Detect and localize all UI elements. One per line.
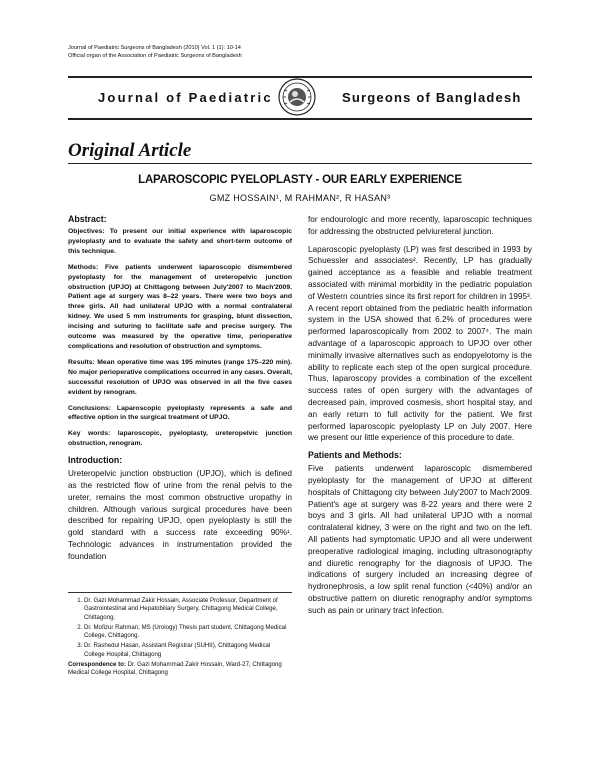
patients-methods-heading: Patients and Methods:	[308, 450, 402, 461]
introduction-heading: Introduction:	[68, 455, 123, 466]
introduction-para-2: Laparoscopic pyeloplasty (LP) was first described in 1993 by Schuessler and associates². Recently, LP has gradually gained acceptance as a feasible and reliable treatment associated with minimal morbidity in the pediatric population of Western countries since its first report for children in 1995³. A recent report obtained from the pediatric health information system in the USA showed that 6.2% of procedures were performed laparoscopically from 2002 to 2007⁴. The main advantage of a laparoscopic approach to UPJO over other minimally invasive alternatives such as endopyelotomy is the ability to replicate each step of the open surgical procedure. Thus, laparoscopy provides a combination of the excellent success rates of open surgery with the advantages of decreased pain, improved cosmesis, short hospital stay, and an early return to full activity for the patient. We first performed laparoscopic pyeloplasty LP on July 2007. Here we present our little experience of this procedure to date.	[308, 244, 532, 443]
introduction-body	[68, 468, 292, 562]
citation-line-1: Journal of Paediatric Surgeons of Bangladesh (2010) Vol. 1 (1): 10-14	[68, 45, 241, 51]
introduction-para-1: Ureteropelvic junction obstruction (UPJO), which is defined as the restricted flow of urine from the renal pelvis to the ureter, remains the most common obstructive uropathy in children. Although various surgical procedures have been described for repairing UPJO, open pyeloplasty is still the gold standard with a success rate exceeding 90%¹. Technologic advances in instrumentation provided the foundation	[68, 469, 292, 561]
article-type-label: Original Article	[68, 140, 192, 161]
patients-methods-para: Five patients underwent laparoscopic dismembered pyeloplasty for the management of UPJO at different hospitals of Chittagong city between July'2007 to Mach'2009. Patient's age at surgery was 8-22 years and there were 2 boys and 3 girls. All had unilateral UPJO with a normal contralateral kidney, 3 were on the right and two on the left. All patients had symptomatic UPJO and all were underwent preoperative radiological imaging, including ultrasonography and diuretic renography for the diagnosis of UPJO. The indications of surgery included an increasing degree of hydronephrosis, a low split renal function (<40%) and/or an obstructive pattern on diuretic renography and/or symptoms such as pain or urinary tract infection.	[308, 464, 532, 615]
keywords-text: laparoscopic, pyeloplasty, ureteropelvic junction obstruction, renogram.	[68, 430, 293, 448]
objectives-label: Objectives:	[68, 228, 105, 235]
results-text: Mean operative time was 195 minutes (range 175–220 min). No major perioperative complications occurred in any cases. Overall, successful resolution of UPJO was observed in all the five cases evident by renogram.	[68, 358, 292, 396]
correspondence-text: Dr. Gazi Mohammad Zakir Hossain, Ward-27, Chittagong Medical College Hospital, Chittagong	[68, 661, 282, 677]
abstract-objectives	[68, 227, 292, 257]
journal-banner	[68, 76, 532, 120]
abstract-keywords	[68, 429, 292, 449]
keywords-label: Key words:	[68, 430, 111, 438]
association-seal-icon	[278, 78, 316, 116]
author-footnotes	[68, 597, 292, 678]
methods-text: Five patients underwent laparoscopic dismembered pyeloplasty for the management of ureteropelvic junction obstruction (UPJO) at Chittagong between July'2007 to Mach'2009. Patient age at surgery was 8–22 years. There were two boys and three girls. All had unilateral UPJO with a normal contralateral kidney. We used 5 mm instruments for grasping, blunt dissection, incising and suturing to facilitate safe and precise surgery. The outcome was measured by the operative time, perioperative complications and resolution of obstruction and symptoms.	[68, 263, 293, 350]
citation-line-2: Official organ of the Association of Paediatric Surgeons of Bangladesh	[68, 53, 242, 59]
journal-name-left: Journal of Paediatric	[98, 90, 273, 105]
conclusions-label: Conclusions:	[68, 404, 112, 412]
footnote-item: 2. Dr. Mofizur Rahman, MS (Urology) Thesis part student, Chittagong Medical College, Chittagong.	[84, 624, 292, 641]
correspondence	[68, 661, 292, 678]
article-authors: GMZ HOSSAIN¹, M RAHMAN², R HASAN³	[209, 193, 391, 203]
conclusions-text: Laparoscopic pyeloplasty represents a safe and effective option in the surgical treatment of UPJO.	[68, 404, 292, 422]
results-label: Results:	[68, 358, 95, 366]
footnote-item: 1. Dr. Gazi Mohammad Zakir Hossain, Associate Professor, Department of Gastrointestinal and Hepatobiliary Surgery, Chittagong Medical College, Chittagong.	[84, 597, 292, 622]
abstract-body	[68, 227, 292, 449]
correspondence-label: Correspondence to:	[68, 661, 126, 669]
footnote-rule	[68, 592, 292, 593]
article-title: LAPAROSCOPIC PYELOPLASTY - OUR EARLY EXPERIENCE	[138, 174, 462, 186]
methods-label: Methods:	[68, 263, 99, 271]
objectives-text: To present our initial experience with laparoscopic pyeloplasty and to evaluate the safety and short-term outcome of this technique.	[68, 228, 293, 255]
footnote-item: 3. Dr. Rashedul Hasan, Assistant Registrar (SUHII), Chittagong Medical College Hospital, Chittagong	[84, 642, 292, 659]
introduction-continued	[308, 214, 532, 444]
abstract-results	[68, 358, 292, 398]
patients-methods-body	[308, 463, 532, 616]
introduction-para-1-cont: for endourologic and more recently, laparoscopic techniques for addressing the obstructed pelviureteral junction.	[308, 215, 532, 236]
abstract-heading: Abstract:	[68, 214, 107, 224]
left-column	[68, 214, 292, 569]
top-rule	[68, 163, 532, 164]
journal-name-right: Surgeons of Bangladesh	[342, 90, 522, 105]
abstract-conclusions	[68, 404, 292, 424]
right-column	[308, 214, 532, 623]
journal-citation	[68, 44, 242, 60]
abstract-methods	[68, 263, 292, 352]
